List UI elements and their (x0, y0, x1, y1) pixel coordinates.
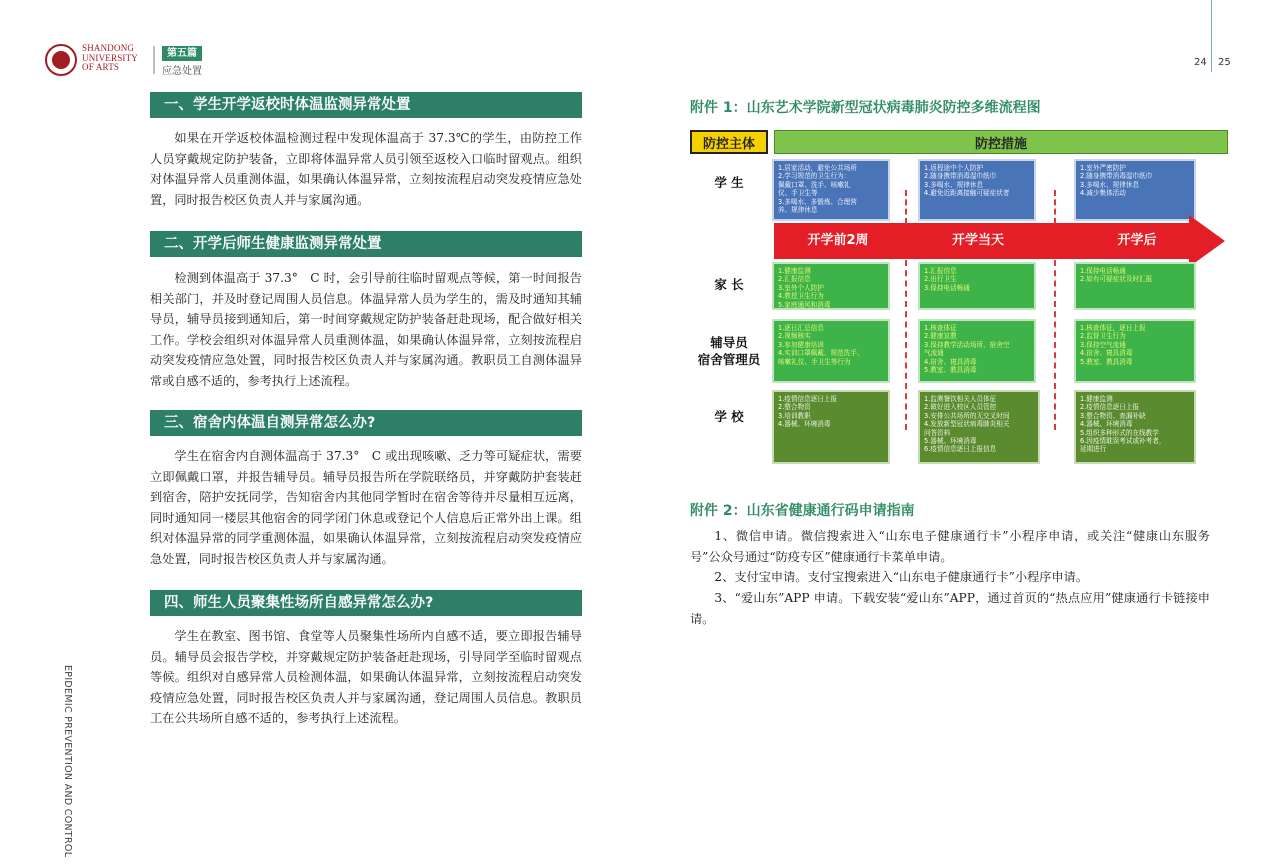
timeline-before: 开学前2周 (807, 233, 869, 248)
timeline-divider-2 (1054, 190, 1056, 224)
page-number-divider (1211, 0, 1212, 72)
role-parent: 家 长 (714, 277, 744, 292)
cell-parent-after: 1.保持电话畅通 2.如有可疑症状及时汇报 (1074, 262, 1196, 310)
section-3-body: 学生在宿舍内自测体温高于 37.3° C 或出现咳嗽、乏力等可疑症状，需要立即佩戴口罩，并报告辅导员。辅导员报告所在学院联络员，并穿戴防护套装赶到宿舍，陪护安抚同学，告知宿舍内其他同学暂时在宿舍等待并尽量相互远离，同时通知同一楼层其他宿舍的同学闭门休息或登记个人信息后正常外出上课。组织对体温异常的同学重测体温，如果确认体温异常，立刻按流程启动突发疫情应急处置，同时报告校区负责人并与家属沟通。 (150, 449, 582, 566)
cell-counselor-after: 1.核查体征，逐日上报 2.监督卫生行为 3.保持空气流通 4.宿舍、寝具消毒 5.教室、教具消毒 (1074, 319, 1196, 383)
attachment-2-item-1: 1、微信申请。微信搜索进入“山东电子健康通行卡”小程序申请，或关注“健康山东服务号”公众号通过“防疫专区”健康通行卡菜单申请。 (690, 529, 1210, 564)
cell-counselor-day: 1.核查体征 2.健康宣教 3.保持教学活动场所、宿舍空 气流通 4.宿舍、寝具消毒 5.教室、教具消毒 (918, 319, 1036, 383)
measures-header: 防控措施 (774, 130, 1228, 154)
section-2-title: 二、开学后师生健康监测异常处置 (150, 231, 582, 257)
page-number-right: 25 (1218, 57, 1231, 68)
timeline-day: 开学当天 (951, 233, 1004, 248)
section-1-title: 一、学生开学返校时体温监测异常处置 (150, 92, 582, 118)
cell-parent-before: 1.健康监测 2.汇报信息 3.室外个人防护 4.教授卫生行为 5.家庭通风和消毒 (772, 262, 890, 310)
timeline-after: 开学后 (1117, 233, 1157, 248)
part-badge: 第五篇 (162, 46, 202, 61)
attachment-1-title: 附件 1：山东艺术学院新型冠状病毒肺炎防控多维流程图 (690, 100, 1041, 116)
side-caption: EPIDEMIC PREVENTION AND CONTROL (62, 665, 73, 858)
role-counselor: 辅导员 宿舍管理员 (697, 335, 761, 367)
cell-counselor-before: 1.逐日汇总信息 2.视频核实 3.参加健康培训 4.实训口罩佩戴、规范洗手、 咳嗽礼仪、手卫生等行为 (772, 319, 890, 383)
cell-school-day: 1.监测餐饮相关人员体征 2.做好进入校区人员管控 3.安排公共场所的无交叉时间 4.发放新型冠状病毒肺炎相关 问答资料 5.器械、环境消毒 6.疫情信息逐日上报信息 (918, 390, 1040, 464)
timeline-divider-4 (1054, 260, 1056, 430)
subject-header: 防控主体 (690, 130, 768, 154)
cell-school-after: 1.健康监测 2.疫情信息逐日上报 3.整合物资、查漏补缺 4.器械、环境消毒 5.组织多种形式的在线教学 6.因疫情耽误考试或补考者， 延期进行 (1074, 390, 1196, 464)
attachment-2-title: 附件 2：山东省健康通行码申请指南 (690, 503, 915, 519)
cell-student-day: 1.返程途中个人防护 2.随身携带消毒湿巾纸巾 3.多喝水、规律休息 4.避免近距离接触可疑症状者 (918, 159, 1036, 221)
section-2-body: 检测到体温高于 37.3° C 时，会引导前往临时留观点等候，第一时间报告相关部门，并及时登记周围人员信息。体温异常人员为学生的，需及时通知其辅导员，辅导员接到通知后，第一时间穿戴规定防护装备赶赴现场，配合做好相关工作。学校会组织对体温异常人员重测体温，如果确认体温异常，立刻按流程启动突发疫情应急处置，同时报告校区负责人并与家属沟通。教职员工自测体温异常或自感不适的，参考执行上述流程。 (150, 271, 582, 388)
section-1-body: 如果在开学返校体温检测过程中发现体温高于 37.3℃的学生，由防控工作人员穿戴规定防护装备，立即将体温异常人员引领至返校入口临时留观点。组织对体温异常人员重测体温，如果确认体温异常，立刻按流程启动突发疫情应急处置，同时报告校区负责人并与家属沟通。 (150, 131, 582, 207)
section-4-body: 学生在教室、图书馆、食堂等人员聚集性场所内自感不适，要立即报告辅导员。辅导员会报告学校，并穿戴规定防护装备赶赴现场，引导同学至临时留观点等候。组织对自感异常人员检测体温，如果确认体温异常，立刻按流程启动突发疫情应急处置，同时报告校区负责人并与家属沟通，登记周围人员信息。教职员工在公共场所自感不适的，参考执行上述流程。 (150, 629, 582, 725)
section-4-title: 四、师生人员聚集性场所自感异常怎么办? (150, 590, 582, 616)
timeline-divider-1 (905, 190, 907, 224)
part-subtitle: 应急处置 (162, 66, 202, 77)
role-student: 学 生 (714, 175, 744, 190)
flow-chart (684, 122, 1230, 472)
university-seal-logo (45, 44, 77, 76)
attachment-2-item-3: 3、“爱山东”APP 申请。下载安装“爱山东”APP，通过首页的“热点应用”健康通行卡链接申请。 (690, 591, 1210, 626)
cell-student-after: 1.室外严密防护 2.随身携带消毒湿巾纸巾 3.多喝水、规律休息 4.减少集体活动 (1074, 159, 1196, 221)
page-number-left: 24 (1194, 57, 1207, 68)
header-divider (153, 46, 155, 74)
timeline-divider-3 (905, 260, 907, 430)
cell-student-before: 1.居家活动，避免公共场所 2.学习规范的卫生行为： 佩戴口罩、洗手、咳嗽礼 仪、手卫生等 3.多喝水、多锻炼、合理营 养、规律休息 (772, 159, 890, 221)
section-3-title: 三、宿舍内体温自测异常怎么办? (150, 410, 582, 436)
cell-parent-day: 1.汇报信息 2.出行卫生 3.保持电话畅通 (918, 262, 1036, 310)
role-school: 学 校 (714, 409, 744, 424)
cell-school-before: 1.疫情信息逐日上报 2.整合物资 3.培训教职 4.器械、环境消毒 (772, 390, 890, 464)
attachment-2-item-2: 2、支付宝申请。支付宝搜索进入“山东电子健康通行卡”小程序申请。 (714, 570, 1089, 584)
university-name: SHANDONG UNIVERSITY OF ARTS (82, 43, 138, 72)
